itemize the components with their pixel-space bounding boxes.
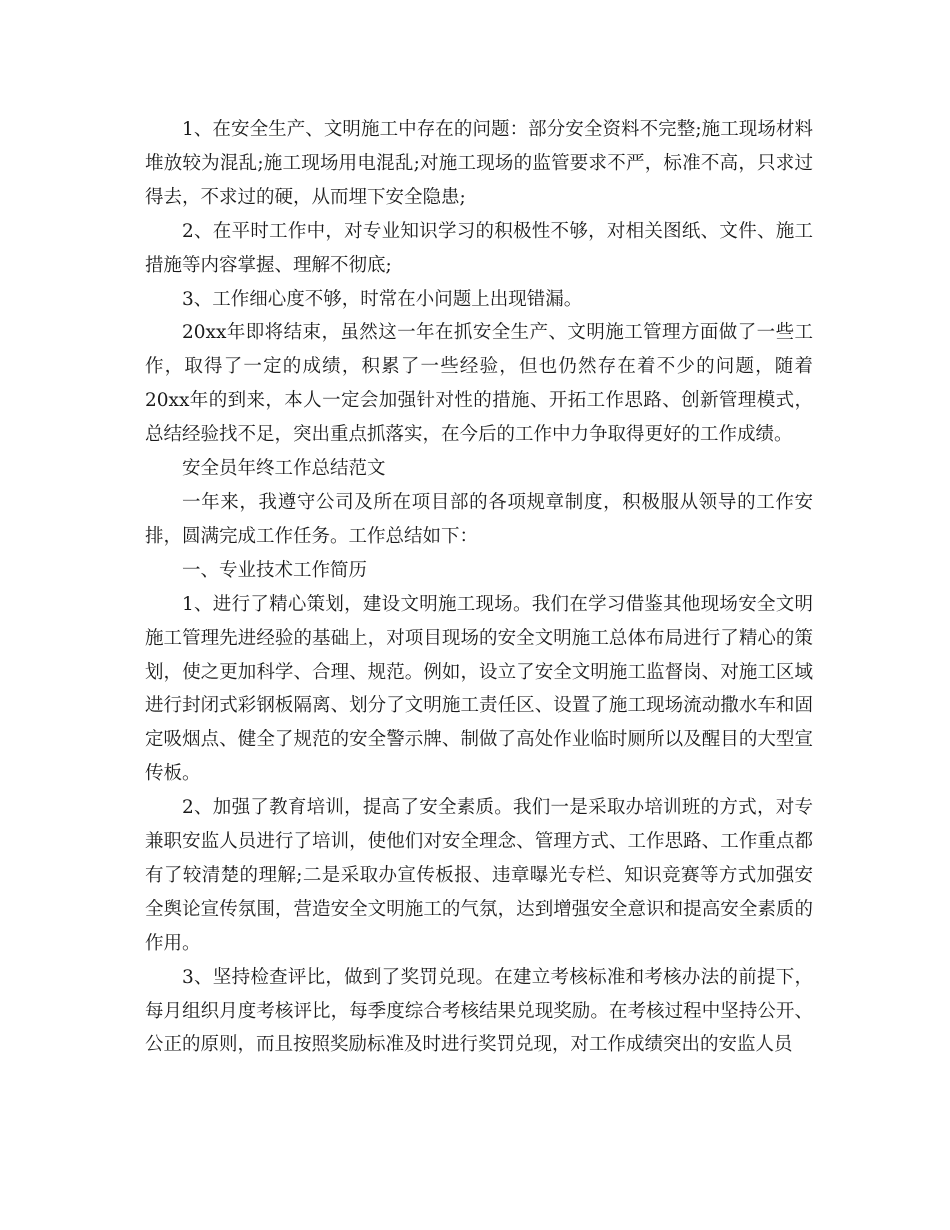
section-heading-work-history: 一、专业技术工作简历 (182, 559, 368, 581)
section-heading-sample-title: 安全员年终工作总结范文 (182, 458, 386, 480)
paragraph-issues-list-1: 1、在安全生产、文明施工中存在的问题：部分安全资料不完整;施工现场材料堆放较为混乱;施工现场用电混乱;对施工现场的监管要求不严，标准不高，只求过得去，不求过的硬，从而埋下安全隐患; (145, 119, 813, 208)
paragraph-planning: 1、进行了精心策划，建设文明施工现场。我们在学习借鉴其他现场安全文明施工管理先进经验的基础上，对项目现场的安全文明施工总体布局进行了精心的策划，使之更加科学、合理、规范。例如，设立了安全文明施工监督岗、对施工区域进行封闭式彩钢板隔离、划分了文明施工责任区、设置了施工现场流动撒水车和固定吸烟点、健全了规范的安全警示牌、制做了高处作业临时厕所以及醒目的大型宣传板。 (145, 593, 813, 785)
paragraph-inspection: 3、坚持检查评比，做到了奖罚兑现。在建立考核标准和考核办法的前提下，每月组织月度考核评比，每季度综合考核结果兑现奖励。在考核过程中坚持公开、公正的原则，而且按照奖励标准及时进行奖罚兑现，对工作成绩突出的安监人员 (145, 966, 813, 1056)
document-body (145, 113, 813, 1062)
paragraph-year-summary: 20xx年即将结束，虽然这一年在抓安全生产、文明施工管理方面做了一些工作，取得了一定的成绩，积累了一些经验，但也仍然存在着不少的问题，随着20xx年的到来，本人一定会加强针对性的措施、开拓工作思路、创新管理模式，总结经验找不足，突出重点抓落实，在今后的工作中力争取得更好的工作成绩。 (145, 322, 813, 446)
paragraph-intro: 一年来，我遵守公司及所在项目部的各项规章制度，积极服从领导的工作安排，圆满完成工作任务。工作总结如下： (145, 491, 813, 547)
paragraph-training: 2、加强了教育培训，提高了安全素质。我们一是采取办培训班的方式，对专兼职安监人员进行了培训，使他们对安全理念、管理方式、工作思路、工作重点都有了较清楚的理解;二是采取办宣传板报、违章曝光专栏、知识竞赛等方式加强安全舆论宣传氛围，营造安全文明施工的气氛，达到增强安全意识和提高安全素质的作用。 (145, 797, 813, 954)
paragraph-issues-list-2: 2、在平时工作中，对专业知识学习的积极性不够，对相关图纸、文件、施工措施等内容掌握、理解不彻底; (145, 220, 813, 276)
paragraph-issues-list-3: 3、工作细心度不够，时常在小问题上出现错漏。 (182, 288, 583, 310)
